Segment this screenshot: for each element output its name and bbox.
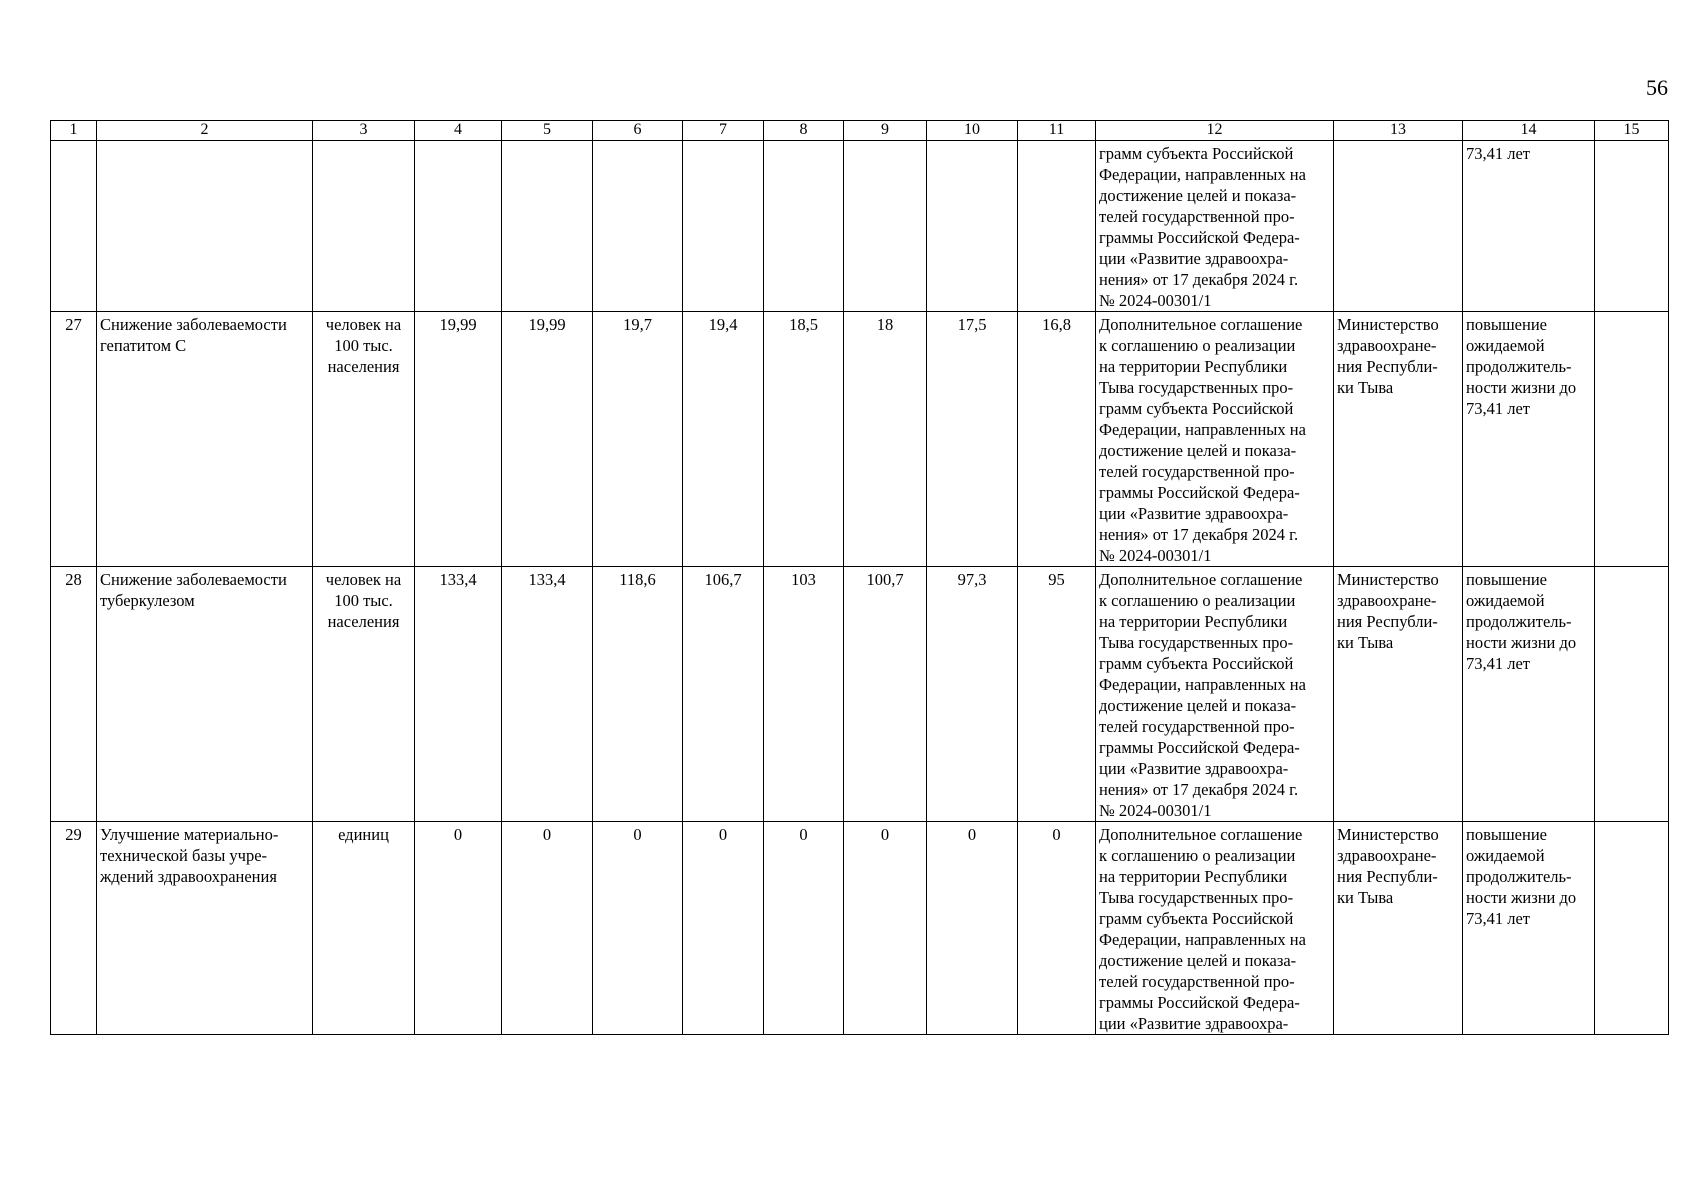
column-header: 10 <box>927 121 1018 141</box>
unit-cell: человек на 100 тыс. населения <box>313 567 415 822</box>
value-cell: 0 <box>683 822 764 1035</box>
indicators-table <box>50 120 1669 1035</box>
col15-cell <box>1595 822 1669 1035</box>
column-header: 5 <box>502 121 593 141</box>
value-cell: 18 <box>844 312 927 567</box>
value-cell: 19,99 <box>415 312 502 567</box>
column-number-header-row <box>51 121 1669 141</box>
column-header: 3 <box>313 121 415 141</box>
value-cell: 133,4 <box>502 567 593 822</box>
column-header: 14 <box>1463 121 1595 141</box>
effect-cell: повышение ожидаемой продолжитель- ности жизни до 73,41 лет <box>1463 567 1595 822</box>
table-row <box>51 312 1669 567</box>
value-cell: 103 <box>764 567 844 822</box>
column-header: 6 <box>593 121 683 141</box>
value-cell: 106,7 <box>683 567 764 822</box>
column-header: 1 <box>51 121 97 141</box>
value-cell: 118,6 <box>593 567 683 822</box>
value-cell: 95 <box>1018 567 1096 822</box>
value-cell: 0 <box>844 822 927 1035</box>
table-row <box>51 567 1669 822</box>
responsible-cell: Министерство здравоохране- ния Республи- ки Тыва <box>1334 312 1463 567</box>
effect-cell: 73,41 лет <box>1463 141 1595 312</box>
basis-cell: Дополнительное соглашение к соглашению о реализации на территории Республики Тыва государственных про- грамм субъекта Российской Федерации, направленных на достижение целей и показа- телей государственной про- граммы Российской Федера- ции «Развитие здравоохра- <box>1096 822 1334 1035</box>
value-cell: 19,7 <box>593 312 683 567</box>
value-cell: 0 <box>764 822 844 1035</box>
column-header: 2 <box>97 121 313 141</box>
value-cell: 0 <box>415 822 502 1035</box>
unit-cell: человек на 100 тыс. населения <box>313 312 415 567</box>
effect-cell: повышение ожидаемой продолжитель- ности жизни до 73,41 лет <box>1463 822 1595 1035</box>
indicator-name: Улучшение материально- технической базы учре- ждений здравоохранения <box>97 822 313 1035</box>
value-cell: 18,5 <box>764 312 844 567</box>
page-number: 56 <box>1646 75 1668 100</box>
unit-cell: единиц <box>313 822 415 1035</box>
column-header: 9 <box>844 121 927 141</box>
row-number: 29 <box>51 822 97 1035</box>
value-cell: 0 <box>1018 822 1096 1035</box>
indicator-name: Снижение заболеваемости гепатитом С <box>97 312 313 567</box>
column-header: 11 <box>1018 121 1096 141</box>
indicator-name: Снижение заболеваемости туберкулезом <box>97 567 313 822</box>
value-cell: 17,5 <box>927 312 1018 567</box>
row-number: 28 <box>51 567 97 822</box>
basis-cell: Дополнительное соглашение к соглашению о реализации на территории Республики Тыва государственных про- грамм субъекта Российской Федерации, направленных на достижение целей и показа- телей государственной про- граммы Российской Федера- ции «Развитие здравоохра- нения» от 17 декабря 2024 г. № 2024-00301/1 <box>1096 567 1334 822</box>
value-cell: 133,4 <box>415 567 502 822</box>
column-header: 15 <box>1595 121 1669 141</box>
value-cell: 0 <box>502 822 593 1035</box>
basis-cell: грамм субъекта Российской Федерации, направленных на достижение целей и показа- телей государственной про- граммы Российской Федера- ции «Развитие здравоохра- нения» от 17 декабря 2024 г. № 2024-00301/1 <box>1096 141 1334 312</box>
column-header: 7 <box>683 121 764 141</box>
value-cell: 100,7 <box>844 567 927 822</box>
table-row <box>51 822 1669 1035</box>
responsible-cell: Министерство здравоохране- ния Республи- ки Тыва <box>1334 567 1463 822</box>
column-header: 12 <box>1096 121 1334 141</box>
value-cell: 16,8 <box>1018 312 1096 567</box>
column-header: 13 <box>1334 121 1463 141</box>
effect-cell: повышение ожидаемой продолжитель- ности жизни до 73,41 лет <box>1463 312 1595 567</box>
value-cell: 0 <box>927 822 1018 1035</box>
value-cell: 0 <box>593 822 683 1035</box>
row-number: 27 <box>51 312 97 567</box>
continuation-row <box>51 141 1669 312</box>
col15-cell <box>1595 567 1669 822</box>
column-header: 8 <box>764 121 844 141</box>
column-header: 4 <box>415 121 502 141</box>
responsible-cell: Министерство здравоохране- ния Республи- ки Тыва <box>1334 822 1463 1035</box>
col15-cell <box>1595 312 1669 567</box>
value-cell: 97,3 <box>927 567 1018 822</box>
value-cell: 19,99 <box>502 312 593 567</box>
basis-cell: Дополнительное соглашение к соглашению о реализации на территории Республики Тыва государственных про- грамм субъекта Российской Федерации, направленных на достижение целей и показа- телей государственной про- граммы Российской Федера- ции «Развитие здравоохра- нения» от 17 декабря 2024 г. № 2024-00301/1 <box>1096 312 1334 567</box>
value-cell: 19,4 <box>683 312 764 567</box>
